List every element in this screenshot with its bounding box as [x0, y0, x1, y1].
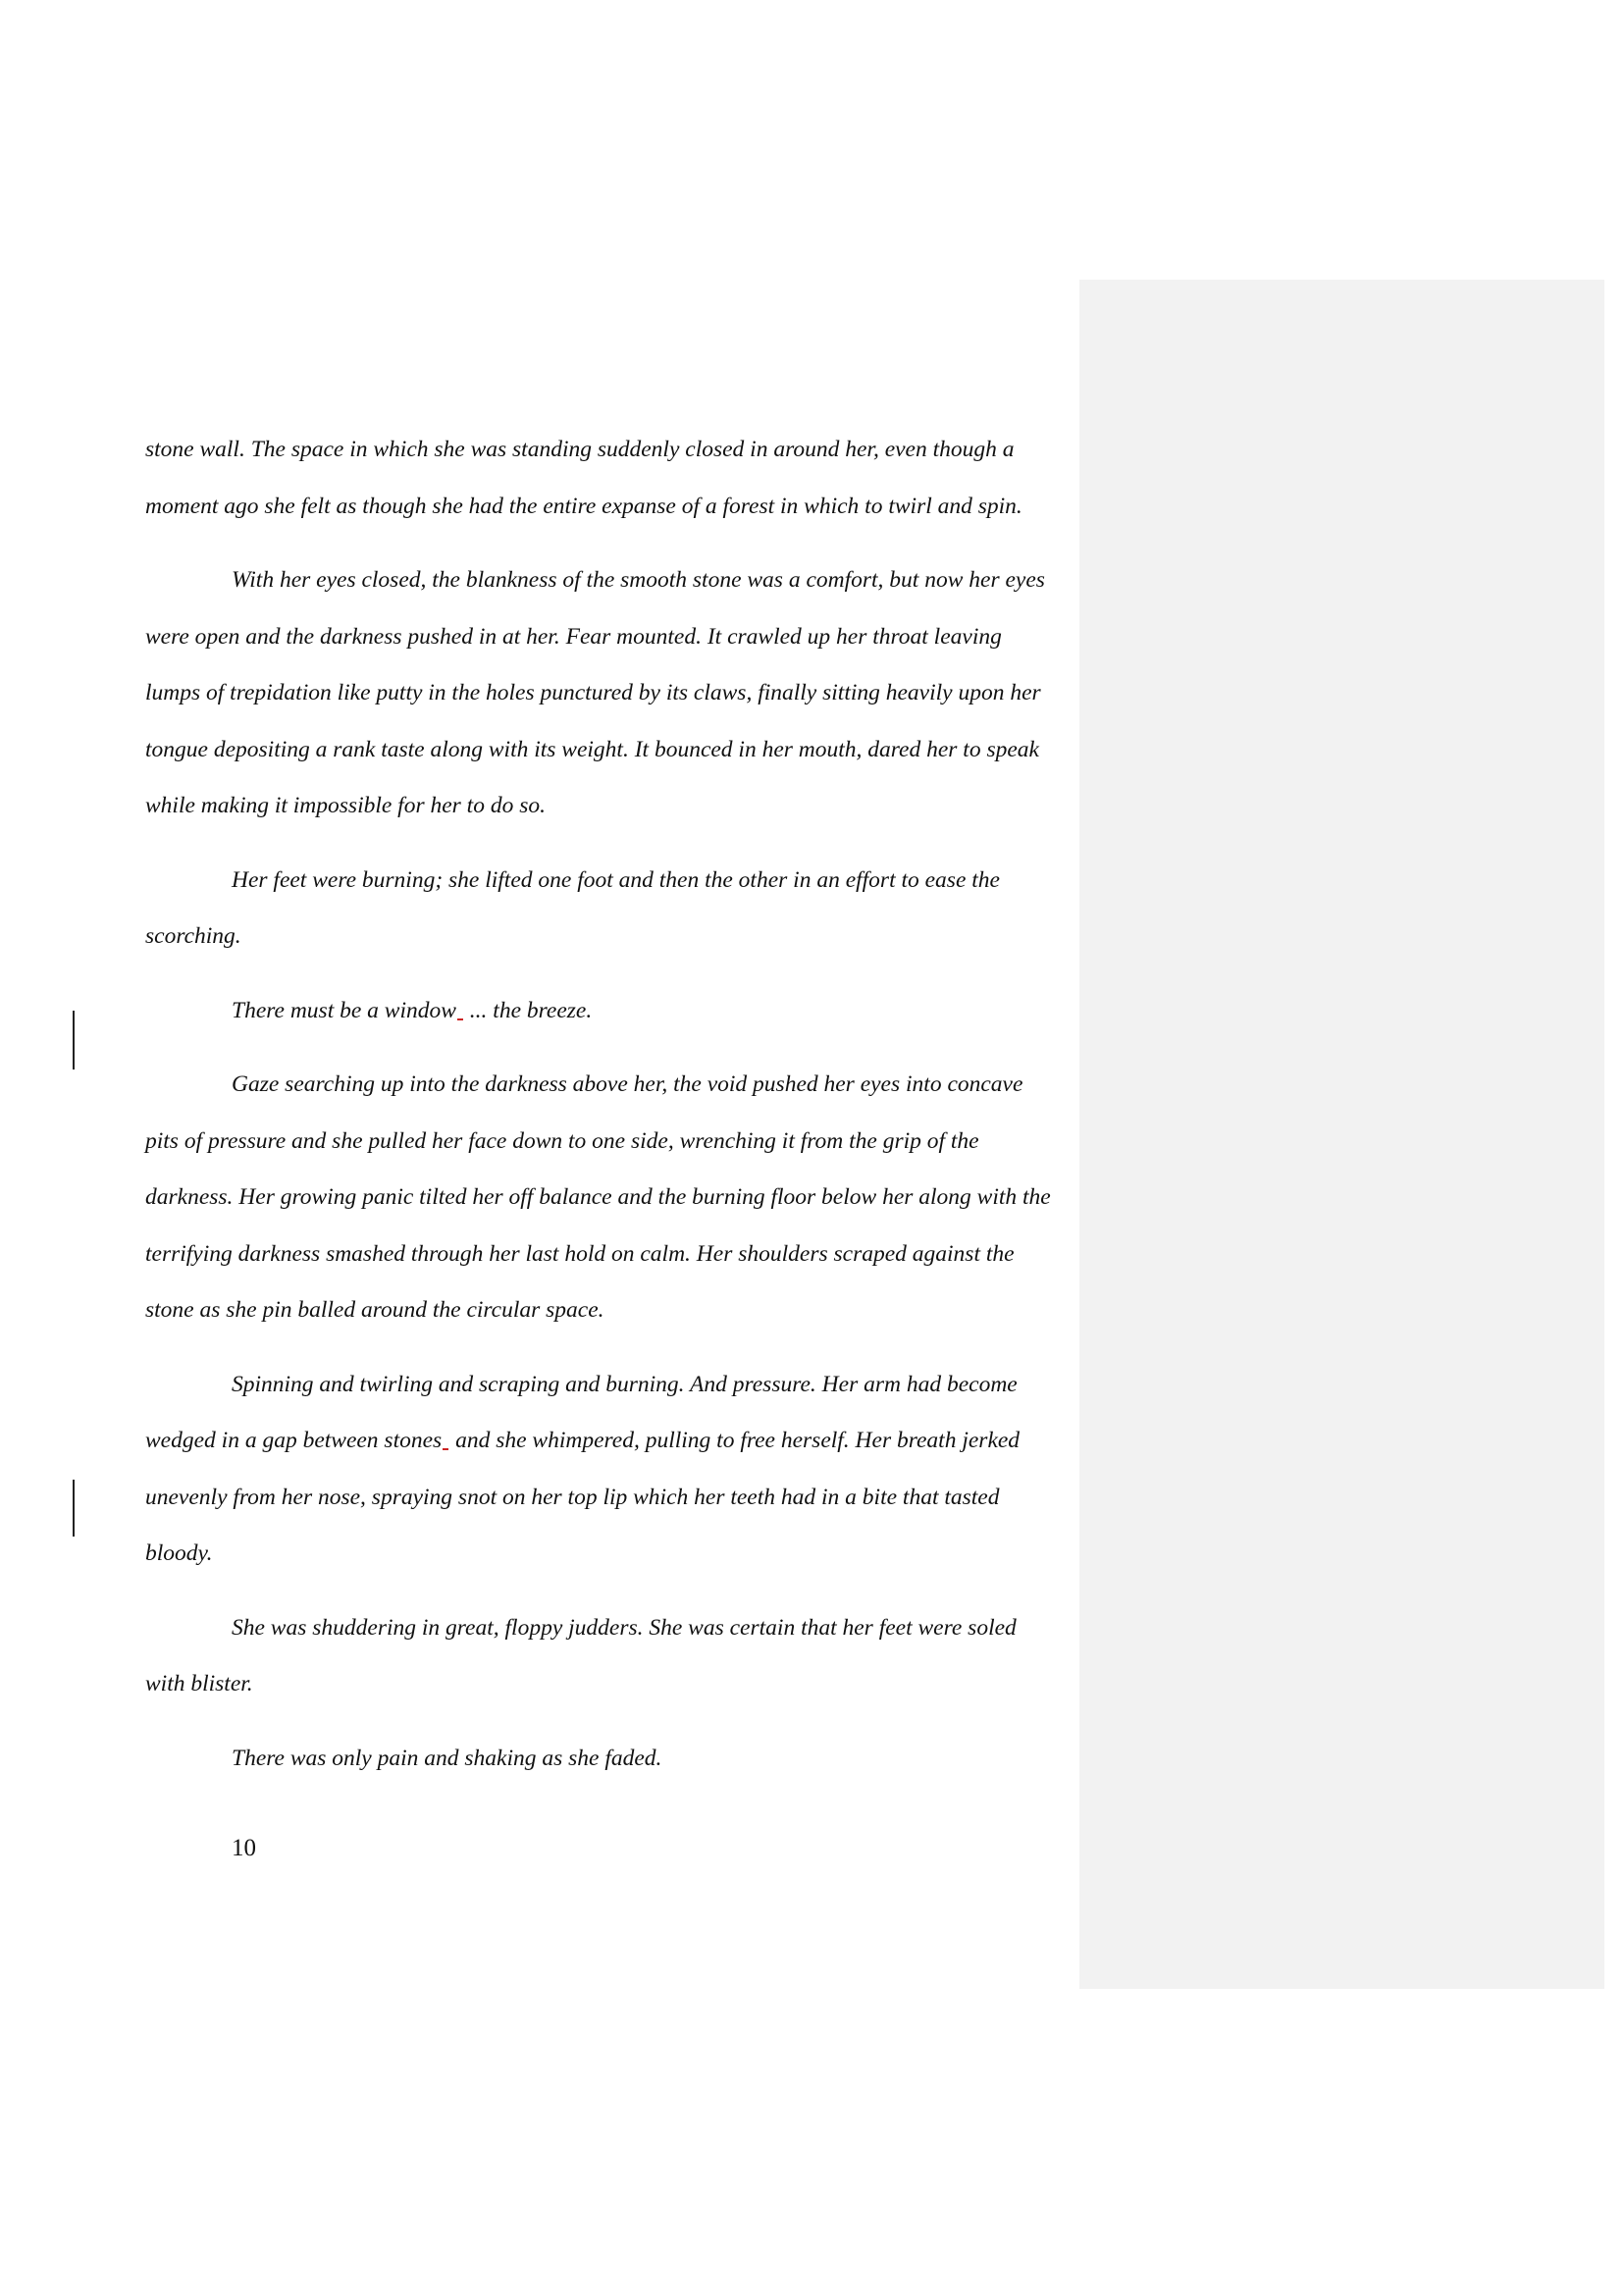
paragraph-5: Gaze searching up into the darkness above her, the void pushed her eyes into concave pits of pressure and she pulled her face down to one side, wrenching it from the grip of the darkness. Her growing panic tilted her off balance and the burning floor below her along with the terrifying darkness smashed through her last hold on calm. Her shoulders scraped against the stone as she pin balled around the circular space. [145, 1071, 1051, 1323]
paragraph-3: Her feet were burning; she lifted one foot and then the other in an effort to ease the scorching. [145, 866, 1000, 949]
proofing-mark [457, 1018, 463, 1020]
paragraph-7: She was shuddering in great, floppy judders. She was certain that her feet were soled with blister. [145, 1614, 1017, 1696]
paragraph-6 [145, 1357, 1058, 1583]
document-body [145, 422, 1058, 1804]
page-number: 10 [232, 1835, 256, 1861]
paragraph-2: With her eyes closed, the blankness of the smooth stone was a comfort, but now her eyes were open and the darkness pushed in at her. Fear mounted. It crawled up her throat leaving lumps of trepidation like putty in the holes punctured by its claws, finally sitting heavily upon her tongue depositing a rank taste along with its weight. It bounced in her mouth, dared her to speak while making it impossible for her to do so. [145, 567, 1045, 818]
comment-pane [1079, 280, 1604, 1989]
change-bar-2 [73, 1480, 75, 1537]
paragraph-8: There was only pain and shaking as she faded. [232, 1745, 662, 1771]
change-bar-1 [73, 1011, 75, 1070]
proofing-mark [443, 1448, 448, 1450]
paragraph-4 [145, 983, 1058, 1040]
paragraph-6-after: and she whimpered, pulling to free herself. Her breath jerked unevenly from her nose, spraying snot on her top lip which her teeth had in a bite that tasted bloody. [145, 1428, 1021, 1566]
paragraph-6-before: Spinning and twirling and scraping and burning. And pressure. Her arm had become wedged in a gap between stones [145, 1371, 1018, 1453]
paragraph-1: stone wall. The space in which she was standing suddenly closed in around her, even though a moment ago she felt as though she had the entire expanse of a forest in which to twirl and spin. [145, 437, 1022, 519]
paragraph-4-before: There must be a window [232, 997, 456, 1023]
paragraph-4-after: ... the breeze. [463, 997, 593, 1023]
